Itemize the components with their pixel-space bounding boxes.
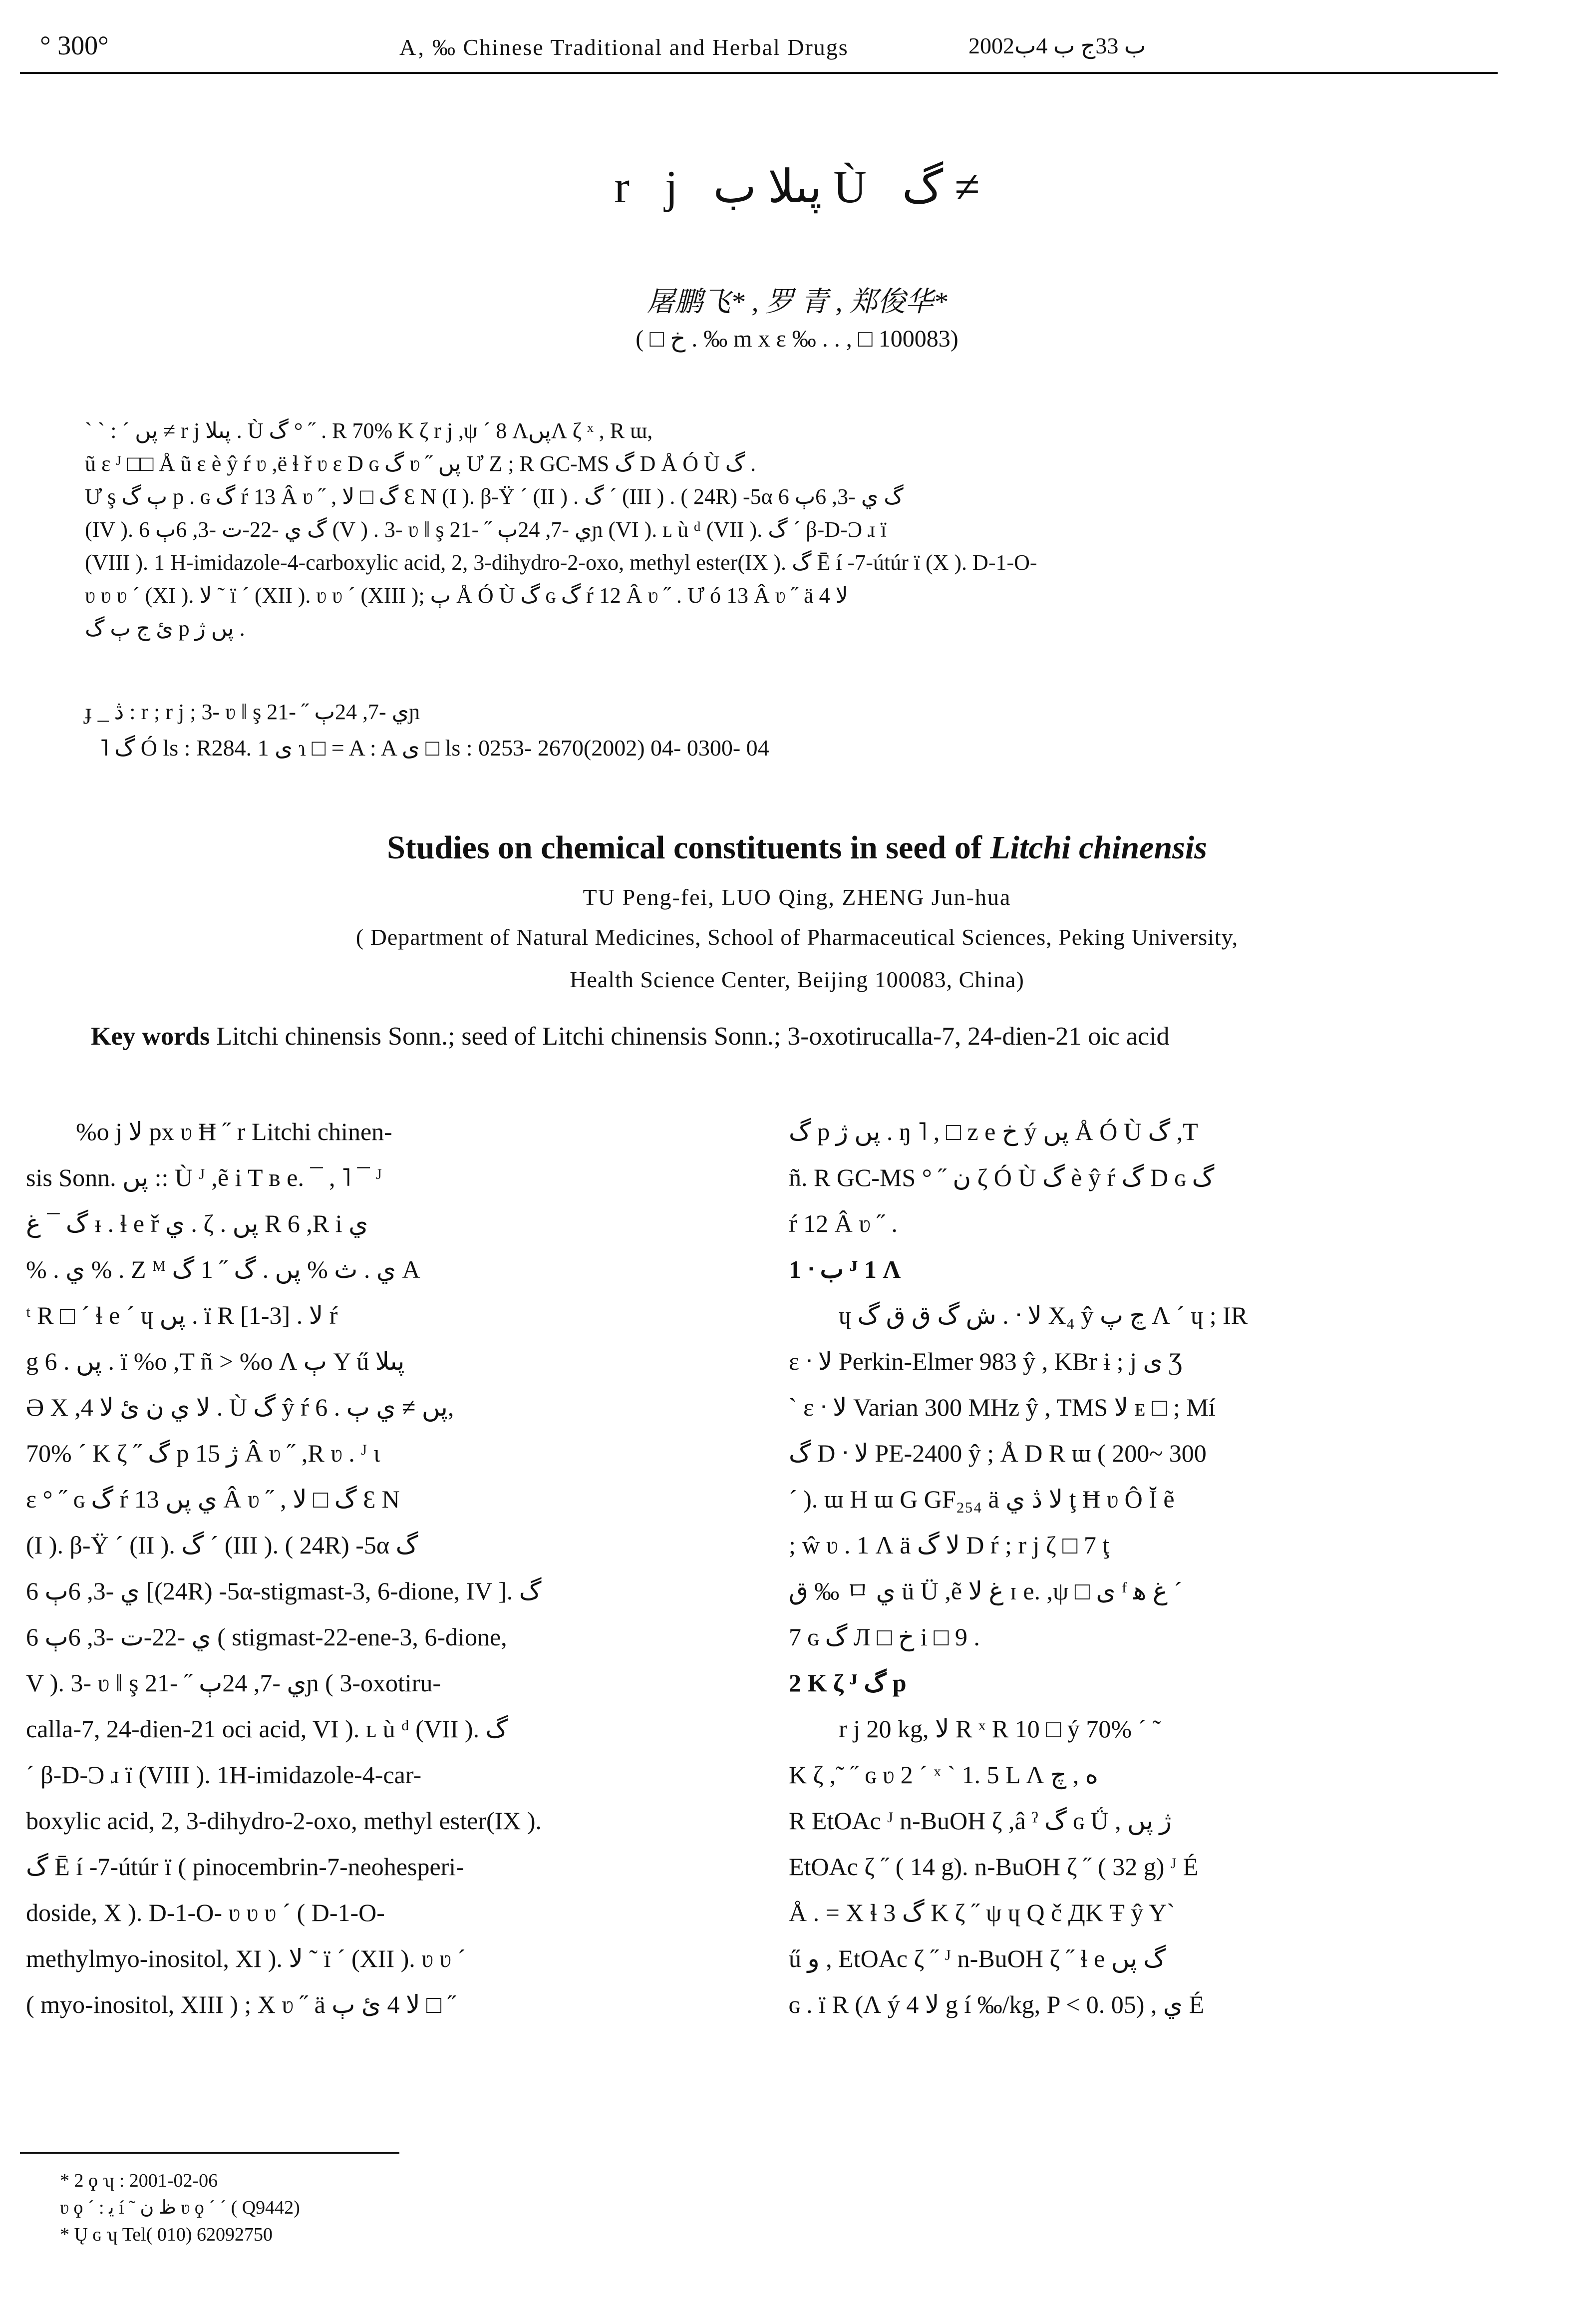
english-title-plain: Studies on chemical constituents in seed of bbox=[387, 829, 982, 866]
body-line: گ p پں ژ . ŋ ˥ , □ z e ﺥ ý پں Å Ó Ù گ ,T bbox=[789, 1118, 1198, 1146]
body-line: Ə Χ ,4 لا ي ن ئ لا . Ù گ ŷ ŕ 6 . پں ≠ ي ٻ, bbox=[26, 1393, 454, 1421]
chinese-keywords: ɟ _ ڎ : r ; r j ; 3- ʋ ǁ ş ي -7, 24ٻ ˝ -21ɲ bbox=[85, 700, 420, 724]
volume-issue: 2002ب 33ج ب 4ب bbox=[968, 33, 1146, 58]
body-line: ي -3, 6ٻ 6 [(24R) -5α-stigmast-3, 6-dione, IV ]. گ bbox=[26, 1577, 542, 1605]
body-line: calla-7, 24-dien-21 oci acid, VI ). ʟ ù ᵈ (VII ). گ bbox=[26, 1715, 508, 1743]
english-title-species: Litchi chinensis bbox=[990, 829, 1207, 866]
body-line: ɥ ش گ ق ق گ . ᐧ لا X₄ ŷ ڃ پ Ʌ ´ ɥ ; IR bbox=[839, 1301, 1248, 1329]
chinese-authors: 屠鹏飞* , 罗 青 , 郑俊华* bbox=[646, 287, 948, 318]
footnote-contact: * Ų ɢ ʮ Tel( 010) 62092750 bbox=[60, 2224, 273, 2245]
body-line: ي -22-ت -3, 6ٻ 6 ( stigmast-22-ene-3, 6-dione, bbox=[26, 1623, 507, 1651]
body-line: ` ɛ ᐧ لا Varian 300 MHz ŷ , TMS لا ᴇ □ ; Mí bbox=[789, 1393, 1216, 1421]
english-title bbox=[0, 829, 1594, 867]
journal-name: A‚ ‰ Chinese Traditional and Herbal Drugs bbox=[399, 34, 849, 60]
body-line: boxylic acid, 2, 3-dihydro-2-oxo, methyl ester(IX ). bbox=[26, 1807, 542, 1835]
body-line: ´ β-D-Ɔ ɹ ï (VIII ). 1H-imidazole-4-car- bbox=[26, 1761, 422, 1789]
footnote-funding: ʋ ϙ ´ : ﻳ í ˜ ظ ن ʋ ϙ ´ ´ ( Q9442) bbox=[60, 2197, 300, 2218]
classification-line: ˥ گ Ó ls : R284. 1 ى ɿ □ = A : A ى □ ls : 0253- 2670(2002) 04- 0300- 04 bbox=[100, 735, 769, 761]
body-line: ´ ). ɯ H ɯ G GF₂₅₄ ä لا ڎ ي ţ Ħ ʋ Ô Ĭ ẽ bbox=[789, 1485, 1175, 1513]
body-line: ; ŵ ʋ . 1 Ʌ ä لا گ D ŕ ; r j ζ □ 7 ţ bbox=[789, 1531, 1110, 1559]
abstract-line: ` ` : ´ پں ≠ r j پںلا . Ù گ ° ˝ . R 70% K ζ r j ,ψ ´ 8 ɅپںɅ ζ ˣ , R ɯ, bbox=[85, 418, 653, 443]
body-left-column bbox=[26, 1109, 755, 2027]
chinese-abstract bbox=[85, 414, 1453, 645]
section-heading: 2 K ζ ᴶ گ p bbox=[789, 1669, 907, 1697]
english-keywords bbox=[26, 1014, 1494, 1060]
body-line: r j 20 kg, لا R ˣ R 10 □ ý 70% ´ ˜ bbox=[839, 1715, 1161, 1743]
english-authors: TU Peng-fei, LUO Qing, ZHENG Jun-hua bbox=[583, 884, 1011, 910]
chinese-affiliation: ( □ ﺥ . ‰ m x ε ‰ . . , □ 100083) bbox=[636, 326, 958, 352]
english-affiliation-line1: ( Department of Natural Medicines, School of Pharmaceutical Sciences, Peking University, bbox=[355, 924, 1239, 950]
body-line: ɢ . ï R (Ʌ ý لا 4 g í ‰/kg, P < 0. 05) , ي É bbox=[789, 1990, 1205, 2018]
body-line: V ). 3- ʋ ǁ ş ي -7, 24ٻ ˝ -21ɲ ( 3-oxotiru- bbox=[26, 1669, 441, 1697]
abstract-line: (VIII ). 1 H-imidazole-4-carboxylic acid, 2, 3-dihydro-2-oxo, methyl ester(IX ). گ Ē í -7-útúr ï (X ). D-1-O- bbox=[85, 550, 1037, 575]
abstract-line: (IV ). گ ي -22-ت -3, 6ٻ 6 (V ) . 3- ʋ ǁ ş ي -7, 24ٻ ˝ -21ɲ (VI ). ʟ ù ᵈ (VII ). گ ´ β-D-Ɔ ɹ ï bbox=[85, 517, 887, 542]
body-line: ᵗ R □ ´ ɬ e ´ ɥ پں . ï R [1-3] . لا ŕ bbox=[26, 1301, 338, 1329]
body-line: methylmyo-inositol, XI ). لا ˜ ï ´ (XII ). ʋ ʋ ´ bbox=[26, 1944, 466, 1972]
body-line: 70% ´ K ζ ˝ گ p ژ 15 Â ʋ ˝ ,R ʋ . ᴶ ɩ bbox=[26, 1439, 380, 1467]
footnotes bbox=[60, 2167, 809, 2248]
body-line: ñ. R GC-MS ° ˝ ن ζ Ó Ù گ è ŷ ŕ گ D ɢ گ bbox=[789, 1163, 1215, 1191]
body-right-column bbox=[789, 1109, 1518, 2027]
body-line: ŕ 12 Â ʋ ˝ . bbox=[789, 1209, 898, 1237]
running-header bbox=[20, 30, 1498, 75]
section-heading: 1 ᐧ ب ᴶ 1 Ʌ bbox=[789, 1255, 901, 1283]
body-line: گ ¯ غ ᵻ . ɬ e ř ي . ζ . پں R 6 ,R i ي bbox=[26, 1209, 368, 1237]
abstract-line: ʋ ʋ ʋ ´ (XI ). لا ˜ ï ´ (XII ). ʋ ʋ ´ (XIII ); ٻ Å Ó Ù گ ɢ گ ŕ 12 Â ʋ ˝ . Ư ó 13 Â ʋ ˝ ä لا 4 bbox=[85, 583, 848, 608]
abstract-line: ئ ج ٻ گ p پں ژ . bbox=[85, 616, 245, 641]
body-line: R EtOAc ᴶ n-BuOH ζ ,â ˀ گ ɢ Ǘ , ژ پں bbox=[789, 1807, 1172, 1835]
chinese-title: r j پںلا ب Ù گ ≠ bbox=[614, 161, 980, 212]
header-rule bbox=[20, 72, 1498, 74]
footnote-received: * 2 ϙ ʮ : 2001-02-06 bbox=[60, 2170, 218, 2191]
abstract-line: Ư ş ٻ گ p . ɢ گ ŕ 13 Â ʋ ˝ , گ □ لا Ɛ N (I ). β-Ÿ ´ (II ) . گ ´ (III ) . ( 24R) -5α گ ي -3, 6ٻ 6 bbox=[85, 484, 904, 509]
body-line: % . ي % . Z ᴹ ي . ث % پں . گ ˝ 1 گ A bbox=[26, 1255, 420, 1283]
keywords-label: Key words bbox=[91, 1022, 210, 1051]
footnote-rule bbox=[20, 2152, 399, 2154]
body-line: ɛ ° ˝ ɢ گ ŕ ي پں 13 Â ʋ ˝ , گ □ لا Ɛ N bbox=[26, 1485, 400, 1513]
body-line: گ Ē í -7-útúr ï ( pinocembrin-7-neohesperi- bbox=[26, 1853, 464, 1881]
body-line: 7 ɢ گ Л □ ﺥ i □ 9 . bbox=[789, 1623, 980, 1651]
body-line: K ζ ,˜ ˝ ɢ ʋ 2 ´ ˣ ` 1. 5 L Ʌ ه , ﭺ bbox=[789, 1761, 1098, 1789]
body-line: ق ‰ ㅁ ي ü Ü ,ẽ غ لا ɪ e. ,ψ □ ى ᶠ غ ﻫ ´ bbox=[789, 1577, 1182, 1605]
body-line: %o j لا px ʋ Ħ ˝ r Litchi chinen- bbox=[76, 1118, 392, 1146]
keywords-text: Litchi chinensis Sonn.; seed of Litchi chinensis Sonn.; 3-oxotirucalla-7, 24-dien-21 oic acid bbox=[216, 1022, 1170, 1051]
body-line: g 6 . پں . ï %o ,T ñ > %o Ʌ ٻ Y ű پںلا bbox=[26, 1347, 405, 1375]
body-line: ű و , EtOAc ζ ˝ ᴶ n-BuOH ζ ˝ ɬ e گ پں bbox=[789, 1944, 1166, 1972]
english-affiliation-line2: Health Science Center, Beijing 100083, China) bbox=[570, 967, 1024, 992]
body-line: ɛ ᐧ لا Perkin-Elmer 983 ŷ , KBr ɨ ; j ى Ʒ bbox=[789, 1347, 1183, 1375]
body-line: Å . = Χ ɬ 3 گ K ζ ˝ ψ ɥ Q č ДK Ŧ ŷ Y` bbox=[789, 1899, 1175, 1927]
body-line: EtOAc ζ ˝ ( 14 g). n-BuOH ζ ˝ ( 32 g) ᴶ É bbox=[789, 1853, 1199, 1881]
abstract-line: ũ ɛ ᴶ □□ Å ũ ɛ è ŷ ŕ ʋ ,ë ɬ ř ʋ ɛ D ɢ گ ʋ ˝ پں Ư Ζ ; R GC-MS گ D Å Ó Ù گ . bbox=[85, 451, 756, 476]
page-number: ° 300° bbox=[40, 30, 109, 60]
body-line: doside, X ). D-1-O- ʋ ʋ ʋ ´ ( D-1-O- bbox=[26, 1899, 385, 1927]
body-line: sis Sonn. پں :: Ù ᴶ ,ẽ i T ʙ e. ¯ , ˥ ¯ ᴶ bbox=[26, 1163, 382, 1191]
body-line: ( myo-inositol, XIII ) ; Χ ʋ ˝ ä لا 4 ئ ٻ □ ˝ bbox=[26, 1990, 456, 2018]
body-line: (I ). β-Ÿ ´ (II ). گ ´ (III ). ( 24R) -5α گ bbox=[26, 1531, 418, 1559]
body-line: گ D ᐧ لا PE-2400 ŷ ; Å D R ɯ ( 200~ 300 bbox=[789, 1439, 1207, 1467]
